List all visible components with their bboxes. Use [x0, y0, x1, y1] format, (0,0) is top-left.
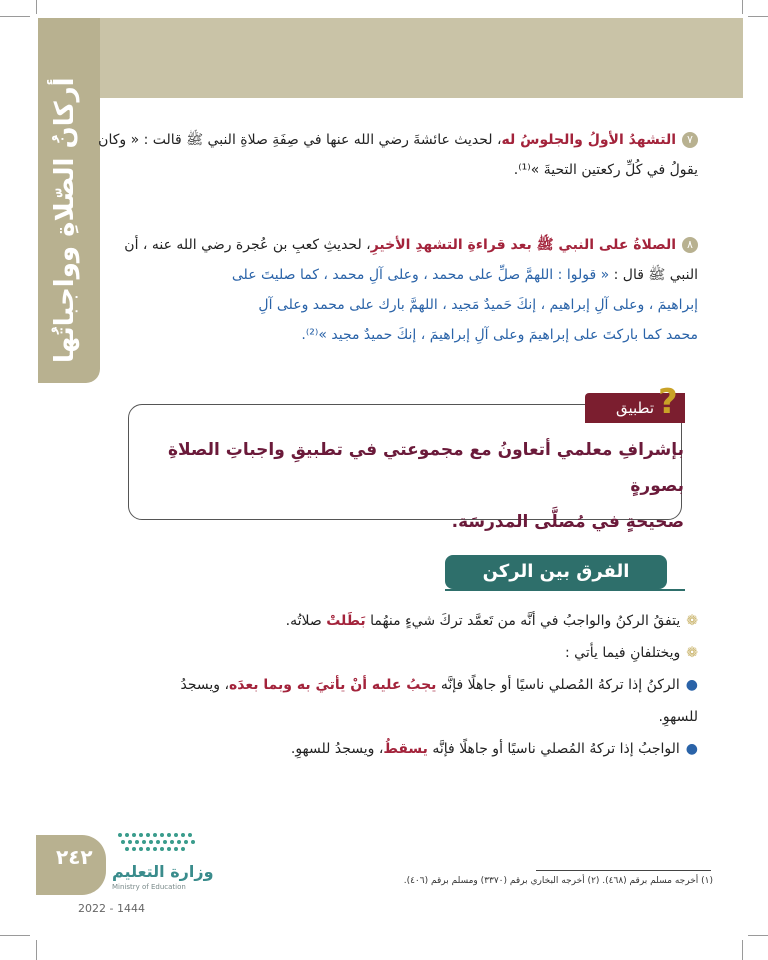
- hadith-quote: إبراهيمَ ، وعلى آلِ إبراهيم ، إنكَ حَميدٌ مَجيد ، اللهمَّ بارك على محمد وعلى آلِ: [258, 297, 698, 313]
- item-8: [88, 230, 698, 350]
- section-body: [88, 605, 698, 765]
- crop-mark: [748, 935, 768, 936]
- crop-mark: [742, 940, 743, 960]
- apply-text: [144, 432, 684, 540]
- section-text: ويختلفانِ فيما يأتي :: [565, 645, 681, 661]
- dot-bullet-icon: ●: [685, 677, 698, 693]
- page-number: ٢٤٢: [56, 845, 93, 869]
- crop-mark: [742, 0, 743, 14]
- crop-mark: [36, 940, 37, 960]
- item-number-badge: ٨: [682, 237, 698, 253]
- section-text: للسهوِ.: [658, 709, 698, 725]
- chapter-title: أركانُ الصّلاةِ وواجباتُها: [50, 77, 80, 363]
- item-heading: التشهدُ الأولُ والجلوسُ له: [501, 132, 676, 148]
- item-heading: الصلاةُ على النبي ﷺ بعد قراءةِ التشهدِ الأخيرِ: [370, 237, 676, 253]
- section-text: ، ويسجدُ: [180, 677, 229, 693]
- ministry-name-ar: وزارة التعليم: [112, 862, 214, 881]
- item-text: ، لحديثِ كعبِ بن عُجرة رضي الله عنه ، أن: [124, 237, 371, 253]
- question-mark-icon: ?: [658, 382, 678, 422]
- highlight-text: بَطَلتْ: [326, 613, 366, 629]
- apply-line: بإشرافِ معلمي أتعاونُ مع مجموعتي في تطبيقِ واجباتِ الصلاةِ بصورةٍ: [167, 440, 684, 496]
- item-text: ، لحديث عائشةَ رضي الله عنها في صِفَةِ صلاةِ النبي ﷺ قالت : « وكان: [98, 132, 502, 148]
- highlight-text: يسقطُ: [383, 741, 428, 757]
- section-text: الواجبُ إذا تركهُ المُصلي ناسيًا أو جاهلًا فإنَّه: [427, 741, 680, 757]
- highlight-text: يجبُ عليه أنْ يأتيَ به وبما بعدَه: [228, 677, 437, 693]
- header-band: [38, 18, 743, 98]
- crop-mark: [36, 0, 37, 14]
- hadith-quote: محمد كما باركتَ على إبراهيمَ وعلى آلِ إبراهيمَ ، إنكَ حميدٌ مجيد »⁽²⁾.: [301, 327, 698, 343]
- apply-label: تطبيق: [585, 393, 685, 423]
- edition-year: 2022 - 1444: [78, 902, 145, 915]
- footnote: (١) أخرجه مسلم برقم (٤٦٨). (٢) أخرجه البخاري برقم (٣٣٧٠) ومسلم برقم (٤٠٦).: [403, 876, 713, 886]
- flower-bullet-icon: ❁: [686, 645, 698, 661]
- dot-bullet-icon: ●: [685, 741, 698, 757]
- section-text: يتفقُ الركنُ والواجبُ في أنَّه من تَعمَّد تركَ شيءٍ منهُما: [365, 613, 681, 629]
- crop-mark: [0, 16, 30, 17]
- section-text: صلاتُه.: [285, 613, 327, 629]
- crop-mark: [748, 16, 768, 17]
- crop-mark: [0, 935, 30, 936]
- ministry-name-en: Ministry of Education: [112, 883, 186, 891]
- hadith-quote: « قولوا : اللهمَّ صلِّ على محمد ، وعلى آلِ محمد ، كما صليتَ على: [231, 267, 610, 283]
- section-heading: الفرق بين الركن والواجب: [445, 555, 667, 589]
- flower-bullet-icon: ❁: [686, 613, 698, 629]
- section-text: الركنُ إذا تركهُ المُصلي ناسيًا أو جاهلًا فإنَّه: [436, 677, 680, 693]
- footnote-divider: [536, 870, 711, 871]
- ministry-logo-icon: [115, 830, 205, 860]
- section-text: ، ويسجدُ للسهوِ.: [290, 741, 384, 757]
- item-text: النبي ﷺ قال :: [609, 267, 698, 283]
- item-number-badge: ٧: [682, 132, 698, 148]
- item-text: يقولُ في كُلِّ ركعتين التحيةَ »⁽¹⁾.: [513, 162, 698, 178]
- item-7: [88, 125, 698, 185]
- apply-line: صحيحةٍ في مُصلَّى المدرسَة.: [451, 512, 684, 532]
